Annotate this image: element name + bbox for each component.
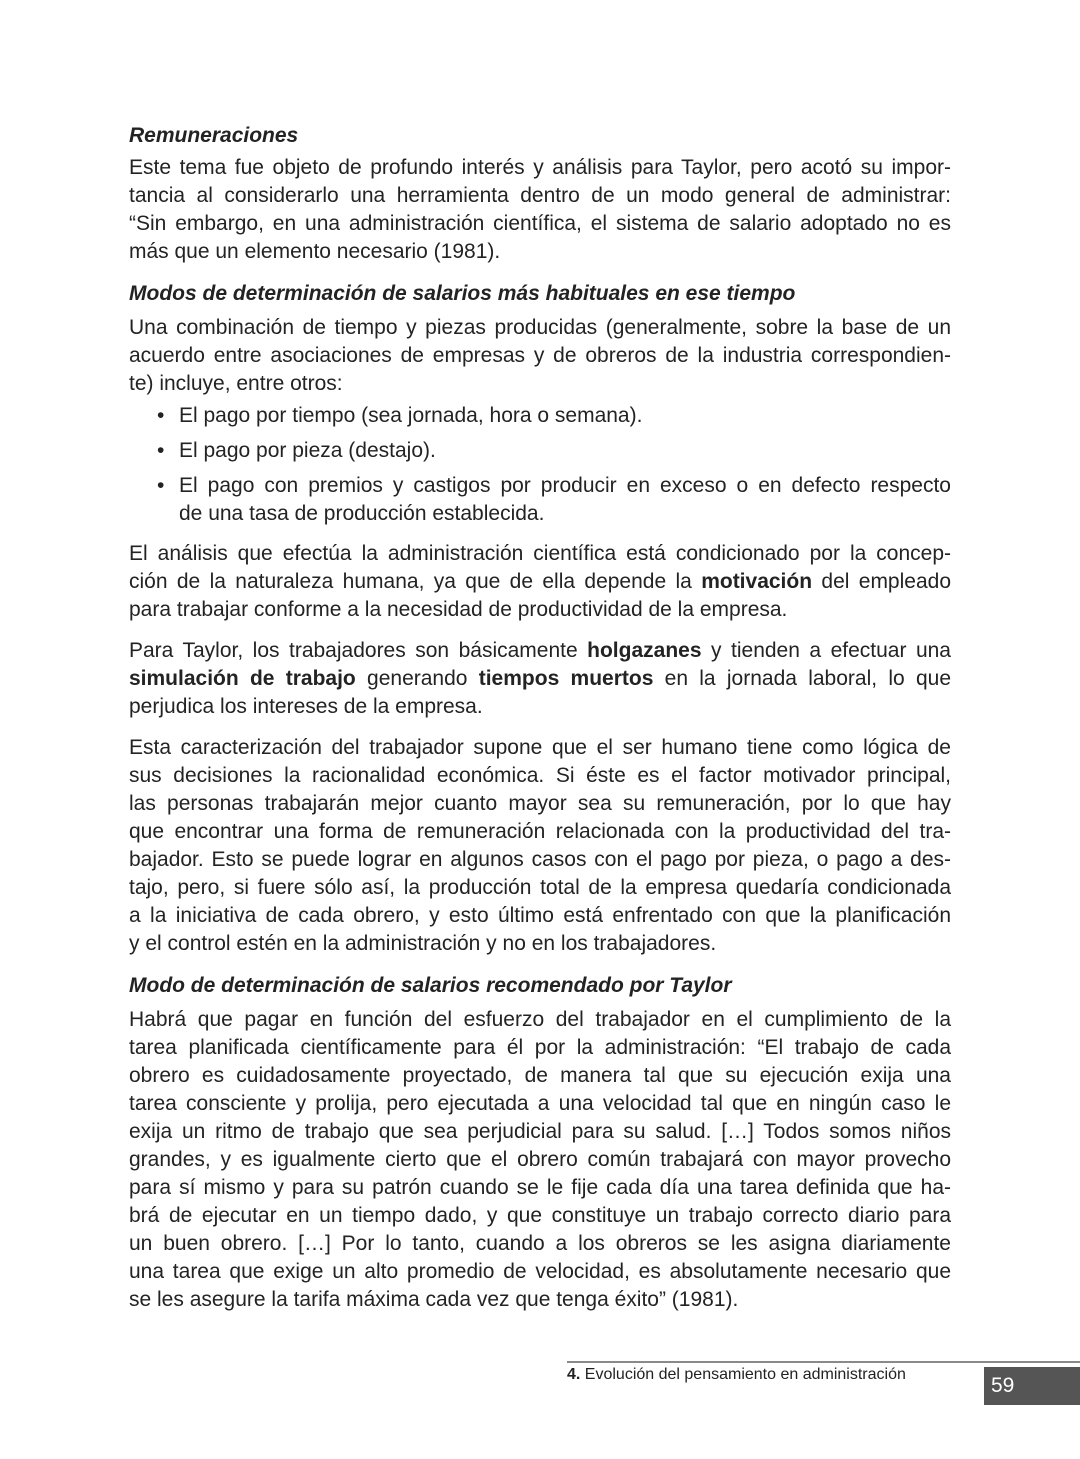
text-line: a la iniciativa de cada obrero, y esto último está enfrentado con que la planificación	[129, 904, 951, 927]
text-line: El análisis que efectúa la administración científica está condicionado por la concep-	[129, 542, 951, 565]
list-item	[129, 472, 951, 528]
text-line: las personas trabajarán mejor cuanto mayor sea su remuneración, por lo que hay	[129, 792, 951, 815]
running-footer	[567, 1366, 906, 1384]
section-heading: Remuneraciones	[129, 124, 299, 147]
page-body	[129, 122, 951, 1327]
list-item	[129, 437, 951, 465]
chapter-title: Evolución del pensamiento en administración	[580, 1366, 906, 1383]
text-line: bajador. Esto se puede lograr en algunos casos con el pago por pieza, o pago a des-	[129, 848, 951, 871]
text-line: El pago por tiempo (sea jornada, hora o semana).	[179, 404, 643, 427]
text-line: El pago con premios y castigos por producir en exceso o en defecto respecto	[179, 474, 951, 497]
text-line: de una tasa de producción establecida.	[179, 502, 545, 525]
paragraph	[129, 637, 951, 721]
text-line: Esta caracterización del trabajador supone que el ser humano tiene como lógica de	[129, 736, 951, 759]
text-line: perjudica los intereses de la empresa.	[129, 695, 483, 718]
text-line: para sí mismo y para su patrón cuando se le fije cada día una tarea definida que ha-	[129, 1176, 951, 1199]
bullet-icon: •	[157, 404, 165, 427]
paragraph	[129, 734, 951, 958]
text-line: para trabajar conforme a la necesidad de productividad de la empresa.	[129, 598, 788, 621]
text-line: que encontrar una forma de remuneración relacionada con la productividad del tra-	[129, 820, 951, 843]
text-line: exija un ritmo de trabajo que sea perjudicial para su salud. […] Todos somos niños	[129, 1120, 951, 1143]
text-run: generando	[355, 667, 479, 690]
text-line: “Sin embargo, en una administración científica, el sistema de salario adoptado no es	[129, 212, 951, 235]
bold-term: tiempos muertos	[478, 667, 654, 690]
bold-term: holgazanes	[587, 639, 702, 662]
text-line: un buen obrero. […] Por lo tanto, cuando a los obreros se les asigna diariamente	[129, 1232, 951, 1255]
text-line: tancia al considerarlo una herramienta dentro de un modo general de administrar:	[129, 184, 951, 207]
text-line: El pago por pieza (destajo).	[179, 439, 436, 462]
list-item	[129, 402, 951, 430]
section-heading: Modo de determinación de salarios recomendado por Taylor	[129, 974, 732, 997]
text-line: te) incluye, entre otros:	[129, 372, 343, 395]
paragraph	[129, 314, 951, 398]
text-run: y tienden a efectuar una	[701, 639, 951, 662]
text-line: y el control estén en la administración y no en los trabajadores.	[129, 932, 717, 955]
text-line: una tarea que exige un alto promedio de velocidad, es absolutamente necesario que	[129, 1260, 951, 1283]
text-line: acuerdo entre asociaciones de empresas y de obreros de la industria correspondien-	[129, 344, 951, 367]
text-line: brá de ejecutar en un tiempo dado, y que constituye un trabajo correcto diario para	[129, 1204, 951, 1227]
paragraph	[129, 540, 951, 624]
text-line	[129, 637, 951, 665]
chapter-number: 4.	[567, 1366, 581, 1383]
section-heading: Modos de determinación de salarios más habituales en ese tiempo	[129, 282, 796, 305]
text-run: Para Taylor, los trabajadores son básicamente	[129, 639, 588, 662]
text-line: sus decisiones la racionalidad económica. Si éste es el factor motivador principal,	[129, 764, 951, 787]
text-line: Este tema fue objeto de profundo interés y análisis para Taylor, pero acotó su impor-	[129, 156, 951, 179]
page-number: 59	[991, 1374, 1015, 1397]
text-line	[129, 665, 951, 693]
text-line: se les asegure la tarifa máxima cada vez que tenga éxito” (1981).	[129, 1288, 739, 1311]
text-line: tarea planificada científicamente para él por la administración: “El trabajo de cada	[129, 1036, 951, 1059]
text-line: grandes, y es igualmente cierto que el obrero común trabajará con mayor provecho	[129, 1148, 951, 1171]
text-line: Una combinación de tiempo y piezas producidas (generalmente, sobre la base de un	[129, 316, 951, 339]
text-run: ción de la naturaleza humana, ya que de ella depende la	[129, 570, 702, 593]
footer-divider	[567, 1361, 1080, 1363]
text-line: más que un elemento necesario (1981).	[129, 240, 501, 263]
bullet-list	[129, 402, 951, 528]
text-run: en la jornada laboral, lo que	[653, 667, 951, 690]
bullet-icon: •	[157, 439, 165, 462]
page-number-box	[984, 1367, 1080, 1405]
bold-term: simulación de trabajo	[129, 667, 356, 690]
text-run: del empleado	[812, 570, 951, 593]
bold-term: motivación	[701, 570, 813, 593]
text-line: tajo, pero, si fuere sólo así, la producción total de la empresa quedaría condicionada	[129, 876, 951, 899]
text-line: tarea consciente y prolija, pero ejecutada a una velocidad tal que en ningún caso le	[129, 1092, 951, 1115]
text-line: Habrá que pagar en función del esfuerzo del trabajador en el cumplimiento de la	[129, 1008, 951, 1031]
text-line	[129, 568, 951, 596]
paragraph	[129, 1006, 951, 1314]
bullet-icon: •	[157, 474, 165, 497]
text-line: obrero es cuidadosamente proyectado, de manera tal que su ejecución exija una	[129, 1064, 951, 1087]
paragraph	[129, 154, 951, 266]
